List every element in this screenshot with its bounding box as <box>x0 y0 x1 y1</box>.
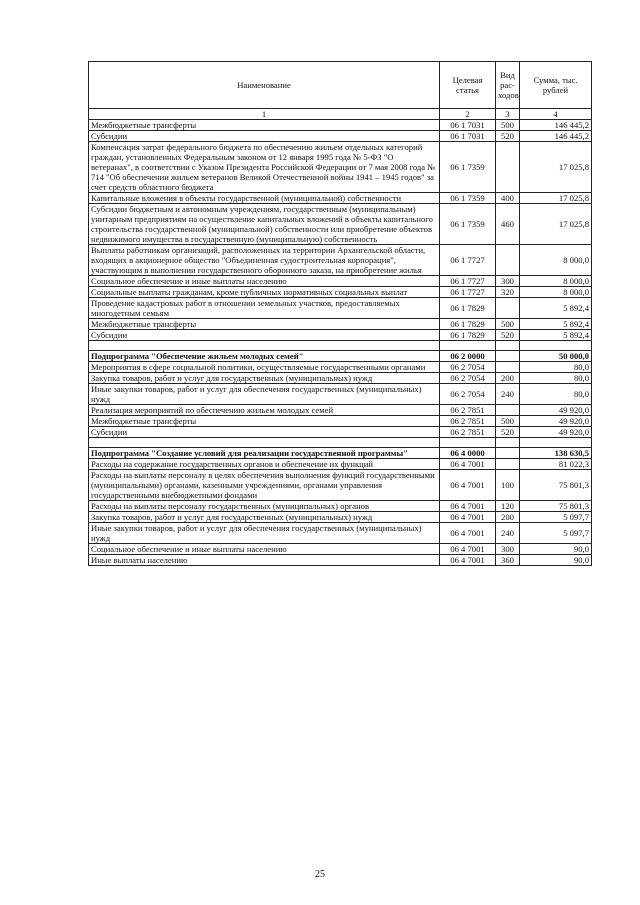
target-article-cell: 06 4 7001 <box>440 501 496 512</box>
table-row <box>89 319 592 330</box>
target-article-cell: 06 1 7829 <box>440 298 496 319</box>
row-name-cell: Расходы на выплаты персоналу в целях обеспечения выполнения функций государственными (муниципальными) органами, казенными учреждениями, органами управления государственными внебюджетными фондами <box>89 470 440 501</box>
table-row <box>89 330 592 341</box>
subprogram-row <box>89 351 592 362</box>
row-name-cell: Межбюджетные трансферты <box>89 319 440 330</box>
expense-type-cell: 240 <box>496 523 520 544</box>
table-row <box>89 416 592 427</box>
table-row <box>89 501 592 512</box>
sum-cell: 81 022,3 <box>520 459 592 470</box>
table-row <box>89 427 592 438</box>
row-name-cell: Выплаты работникам организаций, расположенных на территории Архангельской области, входящих в акционерное общество "Объединенная судостроительная корпорация", участвующим в выполнении государственного оборонного заказа, на приобретение жилья <box>89 245 440 276</box>
expense-type-cell <box>496 298 520 319</box>
table-header-row <box>89 62 592 109</box>
row-name-cell: Расходы на выплаты персоналу государственных (муниципальных) органов <box>89 501 440 512</box>
table-row <box>89 245 592 276</box>
expense-type-cell <box>496 351 520 362</box>
spacer-cell <box>520 438 592 448</box>
sum-cell: 75 801,3 <box>520 470 592 501</box>
target-article-cell: 06 1 7359 <box>440 142 496 193</box>
target-article-cell: 06 2 7851 <box>440 427 496 438</box>
sum-cell: 5 892,4 <box>520 298 592 319</box>
column-number: 3 <box>496 109 520 120</box>
sum-cell: 5 892,4 <box>520 330 592 341</box>
table-row <box>89 512 592 523</box>
spacer-row <box>89 341 592 351</box>
row-name-cell: Субсидии <box>89 330 440 341</box>
sum-cell: 75 801,3 <box>520 501 592 512</box>
header-target-article: Целевая статья <box>440 62 496 109</box>
row-name-cell: Социальное обеспечение и иные выплаты населению <box>89 544 440 555</box>
table-row <box>89 142 592 193</box>
spacer-cell <box>520 341 592 351</box>
target-article-cell: 06 2 7054 <box>440 373 496 384</box>
target-article-cell: 06 1 7727 <box>440 276 496 287</box>
budget-table-body <box>89 62 592 566</box>
table-row <box>89 276 592 287</box>
row-name-cell: Субсидии <box>89 427 440 438</box>
expense-type-cell: 200 <box>496 512 520 523</box>
target-article-cell: 06 4 7001 <box>440 544 496 555</box>
row-name-cell: Межбюджетные трансферты <box>89 416 440 427</box>
budget-table <box>88 61 592 566</box>
target-article-cell: 06 4 7001 <box>440 555 496 566</box>
sum-cell: 90,0 <box>520 544 592 555</box>
row-name-cell: Субсидии <box>89 131 440 142</box>
table-row <box>89 470 592 501</box>
sum-cell: 49 920,0 <box>520 416 592 427</box>
target-article-cell: 06 1 7359 <box>440 204 496 245</box>
sum-cell: 80,0 <box>520 362 592 373</box>
spacer-cell <box>89 438 440 448</box>
expense-type-cell: 360 <box>496 555 520 566</box>
expense-type-cell: 520 <box>496 330 520 341</box>
target-article-cell: 06 1 7727 <box>440 245 496 276</box>
row-name-cell: Реализация мероприятий по обеспечению жильем молодых семей <box>89 405 440 416</box>
expense-type-cell: 240 <box>496 384 520 405</box>
header-expense-type: Вид рас-ходов <box>496 62 520 109</box>
expense-type-cell: 500 <box>496 319 520 330</box>
target-article-cell: 06 2 0000 <box>440 351 496 362</box>
row-name-cell: Закупка товаров, работ и услуг для государственных (муниципальных) нужд <box>89 373 440 384</box>
target-article-cell: 06 4 7001 <box>440 470 496 501</box>
target-article-cell: 06 1 7359 <box>440 193 496 204</box>
sum-cell: 80,0 <box>520 373 592 384</box>
target-article-cell: 06 4 0000 <box>440 448 496 459</box>
sum-cell: 49 920,0 <box>520 405 592 416</box>
expense-type-cell <box>496 459 520 470</box>
column-number: 2 <box>440 109 496 120</box>
expense-type-cell <box>496 448 520 459</box>
expense-type-cell <box>496 245 520 276</box>
expense-type-cell: 500 <box>496 416 520 427</box>
spacer-cell <box>496 341 520 351</box>
expense-type-cell: 460 <box>496 204 520 245</box>
table-row <box>89 193 592 204</box>
expense-type-cell: 300 <box>496 276 520 287</box>
sum-cell: 90,0 <box>520 555 592 566</box>
row-name-cell: Проведение кадастровых работ в отношении земельных участков, предоставляемых многодетным семьям <box>89 298 440 319</box>
sum-cell: 80,0 <box>520 384 592 405</box>
sum-cell: 8 000,0 <box>520 276 592 287</box>
row-name-cell: Расходы на содержание государственных органов и обеспечение их функций <box>89 459 440 470</box>
target-article-cell: 06 1 7727 <box>440 287 496 298</box>
sum-cell: 5 892,4 <box>520 319 592 330</box>
spacer-cell <box>89 341 440 351</box>
sum-cell: 50 000,0 <box>520 351 592 362</box>
table-row <box>89 362 592 373</box>
table-row <box>89 131 592 142</box>
subprogram-row <box>89 448 592 459</box>
target-article-cell: 06 2 7054 <box>440 362 496 373</box>
expense-type-cell: 400 <box>496 193 520 204</box>
target-article-cell: 06 4 7001 <box>440 512 496 523</box>
sum-cell: 138 630,5 <box>520 448 592 459</box>
expense-type-cell: 120 <box>496 501 520 512</box>
expense-type-cell <box>496 362 520 373</box>
spacer-row <box>89 438 592 448</box>
expense-type-cell: 520 <box>496 427 520 438</box>
expense-type-cell <box>496 142 520 193</box>
sum-cell: 5 097,7 <box>520 512 592 523</box>
sum-cell: 17 025,8 <box>520 193 592 204</box>
table-row <box>89 555 592 566</box>
column-number-row <box>89 109 592 120</box>
sum-cell: 146 445,2 <box>520 131 592 142</box>
table-row <box>89 373 592 384</box>
spacer-cell <box>440 341 496 351</box>
sum-cell: 17 025,8 <box>520 204 592 245</box>
table-row <box>89 384 592 405</box>
header-sum: Сумма, тыс. рублей <box>520 62 592 109</box>
table-row <box>89 204 592 245</box>
row-name-cell: Субсидии бюджетным и автономным учреждениям, государственным (муниципальным) унитарным предприятиям на осуществление капитальных вложений в объекты капитального строительства государственной (муниципальной) собственности или приобретение объектов недвижимого имущества в государственную (муниципальную) собственность <box>89 204 440 245</box>
sum-cell: 8 000,0 <box>520 287 592 298</box>
row-name-cell: Закупка товаров, работ и услуг для государственных (муниципальных) нужд <box>89 512 440 523</box>
page-number: 25 <box>315 869 325 880</box>
target-article-cell: 06 2 7054 <box>440 384 496 405</box>
table-row <box>89 459 592 470</box>
sum-cell: 49 920,0 <box>520 427 592 438</box>
expense-type-cell: 100 <box>496 470 520 501</box>
row-name-cell: Мероприятия в сфере социальной политики, осуществляемые государственными органами <box>89 362 440 373</box>
spacer-cell <box>496 438 520 448</box>
sum-cell: 5 097,7 <box>520 523 592 544</box>
row-name-cell: Межбюджетные трансферты <box>89 120 440 131</box>
row-name-cell: Социальное обеспечение и иные выплаты населению <box>89 276 440 287</box>
expense-type-cell: 300 <box>496 544 520 555</box>
target-article-cell: 06 1 7031 <box>440 120 496 131</box>
target-article-cell: 06 1 7031 <box>440 131 496 142</box>
header-name: Наименование <box>89 62 440 109</box>
spacer-cell <box>440 438 496 448</box>
target-article-cell: 06 1 7829 <box>440 330 496 341</box>
sum-cell: 17 025,8 <box>520 142 592 193</box>
target-article-cell: 06 1 7829 <box>440 319 496 330</box>
expense-type-cell: 500 <box>496 120 520 131</box>
row-name-cell: Иные закупки товаров, работ и услуг для обеспечения государственных (муниципальных) нужд <box>89 523 440 544</box>
table-row <box>89 120 592 131</box>
table-row <box>89 287 592 298</box>
target-article-cell: 06 4 7001 <box>440 523 496 544</box>
row-name-cell: Компенсация затрат федерального бюджета по обеспечению жильем отдельных категорий граждан, установленных Федеральным законом от 12 января 1995 года № 5-ФЗ "О ветеранах", в соответствии с Указом Президента Российской Федерации от 7 мая 2008 года № 714 "Об обеспечении жильем ветеранов Великой Отечественной войны 1941 – 1945 годов" за счет средств областного бюджета <box>89 142 440 193</box>
table-row <box>89 544 592 555</box>
column-number: 4 <box>520 109 592 120</box>
target-article-cell: 06 2 7851 <box>440 416 496 427</box>
row-name-cell: Капитальные вложения в объекты государственной (муниципальной) собственности <box>89 193 440 204</box>
table-row <box>89 298 592 319</box>
table-row <box>89 523 592 544</box>
row-name-cell: Социальные выплаты гражданам, кроме публичных нормативных социальных выплат <box>89 287 440 298</box>
expense-type-cell <box>496 405 520 416</box>
sum-cell: 146 445,2 <box>520 120 592 131</box>
row-name-cell: Иные закупки товаров, работ и услуг для обеспечения государственных (муниципальных) нужд <box>89 384 440 405</box>
sum-cell: 8 000,0 <box>520 245 592 276</box>
target-article-cell: 06 2 7851 <box>440 405 496 416</box>
column-number: 1 <box>89 109 440 120</box>
expense-type-cell: 320 <box>496 287 520 298</box>
expense-type-cell: 200 <box>496 373 520 384</box>
row-name-cell: Подпрограмма "Создание условий для реализации государственной программы" <box>89 448 440 459</box>
target-article-cell: 06 4 7001 <box>440 459 496 470</box>
expense-type-cell: 520 <box>496 131 520 142</box>
row-name-cell: Подпрограмма "Обеспечение жильем молодых семей" <box>89 351 440 362</box>
row-name-cell: Иные выплаты населению <box>89 555 440 566</box>
table-row <box>89 405 592 416</box>
